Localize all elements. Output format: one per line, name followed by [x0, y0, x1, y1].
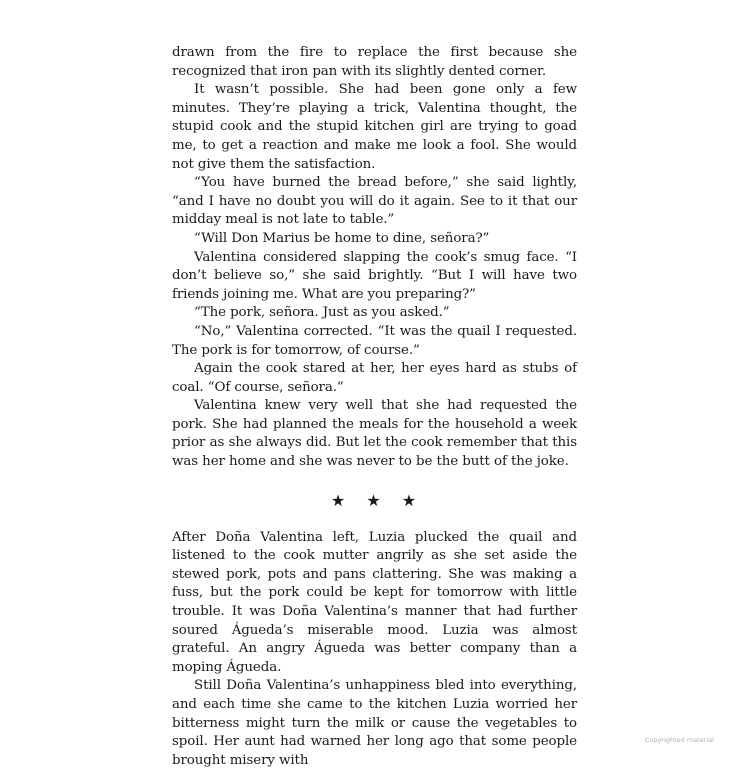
- paragraph: drawn from the fire to replace the first because she recognized that iron pan with its slightly dented corner.: [172, 45, 577, 79]
- paragraph: It wasn’t possible. She had been gone only a few minutes. They’re playing a trick, Valentina thought, the stupid cook and the stupid kitchen girl are trying to goad me, to get a reaction and make me look a fool. She would not give them the satisfaction.: [172, 82, 577, 172]
- paragraph: “You have burned the bread before,” she said lightly, “and I have no doubt you will do it again. See to it that our midday meal is not late to table.”: [172, 175, 577, 228]
- paragraph: Still Doña Valentina’s unhappiness bled into everything, and each time she came to the kitchen Luzia worried her bitterness might turn the milk or cause the vegetables to spoil. Her aunt had warned her long ago that some people brought misery with: [172, 678, 577, 768]
- paragraph: After Doña Valentina left, Luzia plucked the quail and listened to the cook mutter angrily as she set aside the stewed pork, pots and pans clattering. She was making a fuss, but the pork could be kept for tomorrow with little trouble. It was Doña Valentina’s manner that had further soured Águeda’s miserable mood. Luzia was almost grateful. An angry Águeda was better company than a moping Águeda.: [172, 529, 577, 675]
- paragraph: Valentina knew very well that she had requested the pork. She had planned the meals for the household a week prior as she always did. But let the cook remember that this was her home and she was never to be the butt of the joke.: [172, 398, 577, 470]
- copyright-watermark: Copyrighted material: [644, 736, 714, 744]
- paragraph: “The pork, señora. Just as you asked.”: [194, 305, 450, 321]
- paragraph: Valentina considered slapping the cook’s smug face. “I don’t believe so,” she said brightly. “But I will have two friends joining me. What are you preparing?”: [172, 249, 577, 302]
- scene-break-stars: ★ ★ ★: [330, 490, 419, 510]
- paragraph: “No,” Valentina corrected. “It was the quail I requested. The pork is for tomorrow, of course.”: [172, 323, 577, 358]
- section-one: [172, 44, 577, 472]
- book-page: [172, 44, 577, 770]
- paragraph: “Will Don Marius be home to dine, señora?”: [194, 230, 490, 246]
- paragraph: Again the cook stared at her, her eyes hard as stubs of coal. “Of course, señora.”: [172, 361, 577, 395]
- section-two: [172, 529, 577, 770]
